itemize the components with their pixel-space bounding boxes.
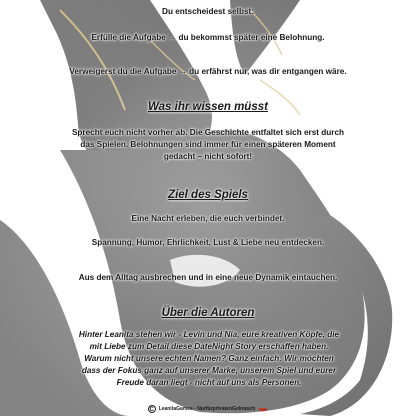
intro-label: Du entscheidest selbst: (162, 7, 254, 16)
accept-task-text: Erfülle die Aufgabe → du bekommst später eine Belohnung. (91, 33, 325, 42)
goal-text-1: Eine Nacht erleben, die euch verbindet. (131, 214, 285, 223)
goal-text-3: Aus dem Alltag ausbrechen und in eine neue Dynamik eintauchen. (78, 273, 338, 282)
knowledge-text: Sprecht euch nicht vorher ab. Die Geschichte entfaltet sich erst durch das Spielen. Belohnungen sind immer für einen späteren Moment gedacht – nicht sofort! (71, 128, 345, 161)
footer-text: LeanitaGames - NurfürprivatenGebrauch (158, 406, 256, 412)
copyright-icon: C (149, 407, 154, 413)
lips-icon (258, 407, 268, 412)
footer (0, 404, 416, 414)
refuse-task-text: Verweigerst du die Aufgabe → du erfährst nur, was dir entgangen wäre. (69, 67, 347, 76)
authors-heading: Über die Autoren (161, 307, 255, 319)
knowledge-heading: Was ihr wissen müsst (148, 101, 268, 113)
goal-text-2: Spannung, Humor, Ehrlichkeit, Lust & Liebe neu entdecken. (91, 238, 325, 247)
authors-text: Hinter Leanita stehen wir - Levin und Nia, eure kreativen Köpfe, die mit Liebe zum Detail diese DateNight Story erschaffen haben. Warum nicht unsere echten Namen? Ganz einfach: Wir möchten dass der Fokus ganz auf unserer Marke, unserem Spiel und eurer Freude daran liegt - nicht auf uns als Personen. (78, 330, 340, 387)
goal-heading: Ziel des Spiels (168, 189, 248, 201)
